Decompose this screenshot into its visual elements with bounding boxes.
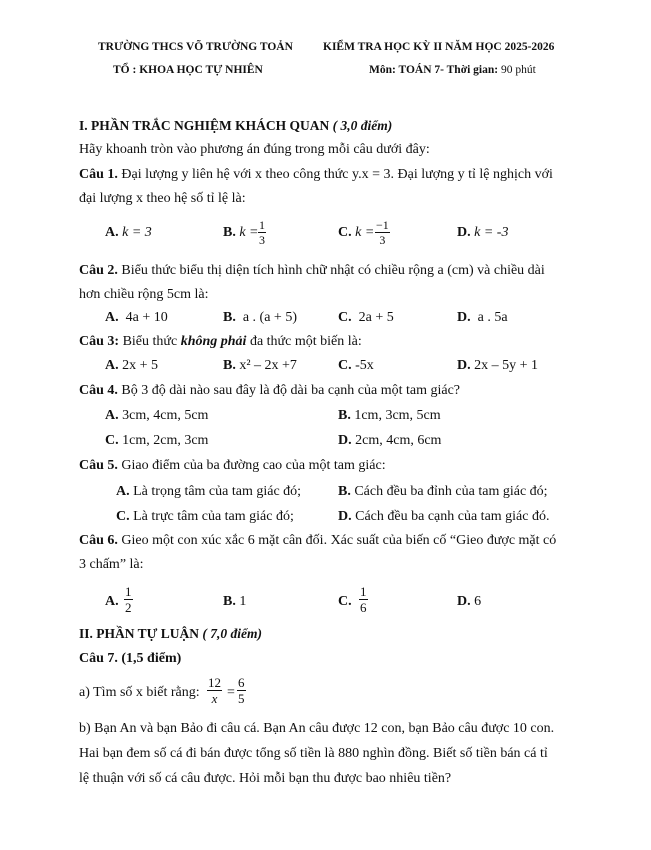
option-letter: D. bbox=[457, 594, 471, 609]
fraction-denominator: 6 bbox=[360, 600, 367, 615]
school-name: TRƯỜNG THCS VÕ TRƯỜNG TOẢN bbox=[98, 41, 293, 53]
subject-time bbox=[369, 64, 536, 76]
q1-option-b[interactable] bbox=[223, 225, 259, 241]
q6-option-b[interactable] bbox=[223, 594, 246, 610]
q3-c-text: -5x bbox=[355, 358, 374, 373]
q6-line1 bbox=[79, 533, 556, 549]
option-letter: C. bbox=[116, 509, 130, 524]
q5-d-text: Cách đều ba cạnh của tam giác đó. bbox=[355, 509, 550, 524]
exam-title: KIỂM TRA HỌC KỲ II NĂM HỌC 2025-2026 bbox=[323, 41, 555, 53]
q2-text: Biểu thức biểu thị diện tích hình chữ nhật có chiều rộng a (cm) và chiều dài bbox=[117, 263, 545, 278]
q3-d-text: 2x – 5y + 1 bbox=[474, 358, 539, 373]
option-letter: D. bbox=[457, 310, 471, 325]
time-value: 90 phút bbox=[500, 64, 536, 76]
q2-b-text: a . (a + 5) bbox=[242, 310, 297, 325]
q1-a-text: k = 3 bbox=[122, 225, 152, 240]
q1-c-pre: k = bbox=[355, 225, 375, 240]
q7-a-text: a) Tìm số x biết rằng: bbox=[79, 685, 200, 700]
q3-pre: Biểu thức bbox=[119, 334, 181, 349]
q3-option-a[interactable] bbox=[105, 358, 158, 374]
fraction-denominator: 3 bbox=[379, 233, 386, 247]
option-letter: A. bbox=[105, 225, 119, 240]
q4-line bbox=[79, 383, 460, 399]
q7-label: Câu 7. (1,5 điểm) bbox=[79, 651, 182, 666]
q5-option-a[interactable] bbox=[116, 484, 301, 500]
fraction-numerator: 1 bbox=[259, 218, 265, 232]
option-letter: A. bbox=[105, 310, 119, 325]
option-letter: D. bbox=[457, 358, 471, 373]
q6-option-c[interactable] bbox=[338, 594, 352, 610]
q1-text: Đại lượng y liên hệ với x theo công thức y.x = 3. Đại lượng y tỉ lệ nghịch với bbox=[117, 167, 553, 182]
fraction-numerator: 1 bbox=[360, 584, 367, 599]
q2-option-d[interactable] bbox=[457, 310, 508, 326]
option-letter: C. bbox=[338, 358, 352, 373]
q3-line bbox=[79, 334, 362, 350]
q3-option-c[interactable] bbox=[338, 358, 374, 374]
q7-a-fraction-left bbox=[207, 676, 222, 705]
q5-line bbox=[79, 458, 386, 474]
option-letter: C. bbox=[338, 225, 352, 240]
part2-points: ( 7,0 điểm) bbox=[202, 626, 263, 641]
q3-post: đa thức một biến là: bbox=[246, 334, 362, 349]
q1-line1 bbox=[79, 167, 553, 183]
part2-title bbox=[79, 626, 262, 642]
department: TỔ : KHOA HỌC TỰ NHIÊN bbox=[113, 64, 263, 76]
q2-label: Câu 2. bbox=[79, 263, 118, 278]
q1-option-c[interactable] bbox=[338, 225, 374, 241]
subject-label: Môn: TOÁN 7- Thời gian: bbox=[369, 64, 499, 76]
q1-c-fraction bbox=[375, 219, 390, 246]
fraction-denominator: x bbox=[211, 691, 218, 706]
q5-c-text: Là trực tâm của tam giác đó; bbox=[133, 509, 294, 524]
option-letter: C. bbox=[338, 310, 352, 325]
q5-option-b[interactable] bbox=[338, 484, 548, 500]
q6-b-text: 1 bbox=[239, 594, 247, 609]
q2-line1 bbox=[79, 263, 545, 279]
option-letter: A. bbox=[105, 358, 119, 373]
option-letter: A. bbox=[116, 484, 130, 499]
q7-b-line3: lệ thuận với số cá câu được. Hỏi mỗi bạn thu được bao nhiêu tiền? bbox=[79, 771, 452, 786]
option-letter: D. bbox=[457, 225, 471, 240]
q4-c-text: 1cm, 2cm, 3cm bbox=[122, 433, 209, 448]
part2-title-text: II. PHẦN TỰ LUẬN bbox=[79, 626, 200, 641]
q3-option-d[interactable] bbox=[457, 358, 538, 374]
q4-option-a[interactable] bbox=[105, 408, 208, 424]
q1-b-pre: k = bbox=[239, 225, 259, 240]
q2-option-b[interactable] bbox=[223, 310, 297, 326]
fraction-denominator: 3 bbox=[259, 233, 265, 247]
option-letter: A. bbox=[105, 408, 119, 423]
q2-option-c[interactable] bbox=[338, 310, 394, 326]
q4-option-d[interactable] bbox=[338, 433, 441, 449]
q3-b-text: x² – 2x +7 bbox=[239, 358, 297, 373]
fraction-numerator: 1 bbox=[125, 584, 132, 599]
fraction-numerator: −1 bbox=[376, 218, 389, 232]
q1-option-a[interactable] bbox=[105, 225, 152, 241]
q3-a-text: 2x + 5 bbox=[122, 358, 159, 373]
q1-b-fraction bbox=[258, 219, 266, 246]
q6-option-d[interactable] bbox=[457, 594, 481, 610]
q6-label: Câu 6. bbox=[79, 533, 118, 548]
fraction-denominator: 2 bbox=[125, 600, 132, 615]
q1-line2: đại lượng x theo hệ số tỉ lệ là: bbox=[79, 191, 246, 206]
q4-a-text: 3cm, 4cm, 5cm bbox=[122, 408, 209, 423]
fraction-numerator: 12 bbox=[208, 675, 221, 690]
q2-a-text: 4a + 10 bbox=[125, 310, 168, 325]
fraction-denominator: 5 bbox=[238, 691, 245, 706]
part1-title-text: I. PHẦN TRẮC NGHIỆM KHÁCH QUAN bbox=[79, 118, 330, 133]
q7-b-line2: Hai bạn đem số cá đi bán được tổng số tiền là 880 nghìn đồng. Biết số tiền bán cá tỉ bbox=[79, 746, 548, 761]
q4-text: Bộ 3 độ dài nào sau đây là độ dài ba cạnh của một tam giác? bbox=[117, 383, 461, 398]
part1-title bbox=[79, 118, 392, 134]
q2-c-text: 2a + 5 bbox=[358, 310, 394, 325]
q7-a-fraction-right bbox=[237, 676, 246, 705]
option-letter: B. bbox=[338, 484, 351, 499]
option-letter: D. bbox=[338, 509, 352, 524]
q5-label: Câu 5. bbox=[79, 458, 118, 473]
q5-b-text: Cách đều ba đỉnh của tam giác đó; bbox=[354, 484, 548, 499]
q6-a-fraction bbox=[124, 585, 133, 614]
q3-option-b[interactable] bbox=[223, 358, 297, 374]
option-letter: B. bbox=[338, 408, 351, 423]
option-letter: B. bbox=[223, 310, 236, 325]
option-letter: B. bbox=[223, 225, 236, 240]
option-letter: B. bbox=[223, 594, 236, 609]
part1-points: ( 3,0 điểm) bbox=[332, 118, 393, 133]
q6-c-fraction bbox=[359, 585, 368, 614]
q6-d-text: 6 bbox=[474, 594, 482, 609]
q6-option-a[interactable] bbox=[105, 594, 119, 610]
part1-instruction: Hãy khoanh tròn vào phương án đúng trong mỗi câu dưới đây: bbox=[79, 142, 430, 157]
q4-d-text: 2cm, 4cm, 6cm bbox=[355, 433, 442, 448]
option-letter: C. bbox=[105, 433, 119, 448]
fraction-numerator: 6 bbox=[238, 675, 245, 690]
q7-a-equals: = bbox=[227, 685, 235, 700]
option-letter: A. bbox=[105, 594, 119, 609]
q3-emphasis: không phải bbox=[180, 334, 247, 349]
q6-text: Gieo một con xúc xắc 6 mặt cân đối. Xác suất của biến cố “Gieo được mặt có bbox=[117, 533, 557, 548]
q4-b-text: 1cm, 3cm, 5cm bbox=[354, 408, 441, 423]
q5-option-c[interactable] bbox=[116, 509, 294, 525]
q2-line2: hơn chiều rộng 5cm là: bbox=[79, 287, 209, 302]
q4-option-b[interactable] bbox=[338, 408, 441, 424]
q3-label: Câu 3: bbox=[79, 334, 120, 349]
option-letter: D. bbox=[338, 433, 352, 448]
option-letter: B. bbox=[223, 358, 236, 373]
q6-line2: 3 chấm” là: bbox=[79, 557, 144, 572]
q4-label: Câu 4. bbox=[79, 383, 118, 398]
q1-d-text: k = -3 bbox=[474, 225, 509, 240]
q1-label: Câu 1. bbox=[79, 167, 118, 182]
q5-text: Giao điểm của ba đường cao của một tam giác: bbox=[117, 458, 386, 473]
q7-b-line1: b) Bạn An và bạn Bảo đi câu cá. Bạn An câu được 12 con, bạn Bảo câu được 10 con. bbox=[79, 721, 555, 736]
q5-a-text: Là trọng tâm của tam giác đó; bbox=[133, 484, 302, 499]
q2-option-a[interactable] bbox=[105, 310, 168, 326]
q2-d-text: a . 5a bbox=[477, 310, 508, 325]
q1-option-d[interactable] bbox=[457, 225, 508, 241]
q4-option-c[interactable] bbox=[105, 433, 208, 449]
option-letter: C. bbox=[338, 594, 352, 609]
q5-option-d[interactable] bbox=[338, 509, 549, 525]
